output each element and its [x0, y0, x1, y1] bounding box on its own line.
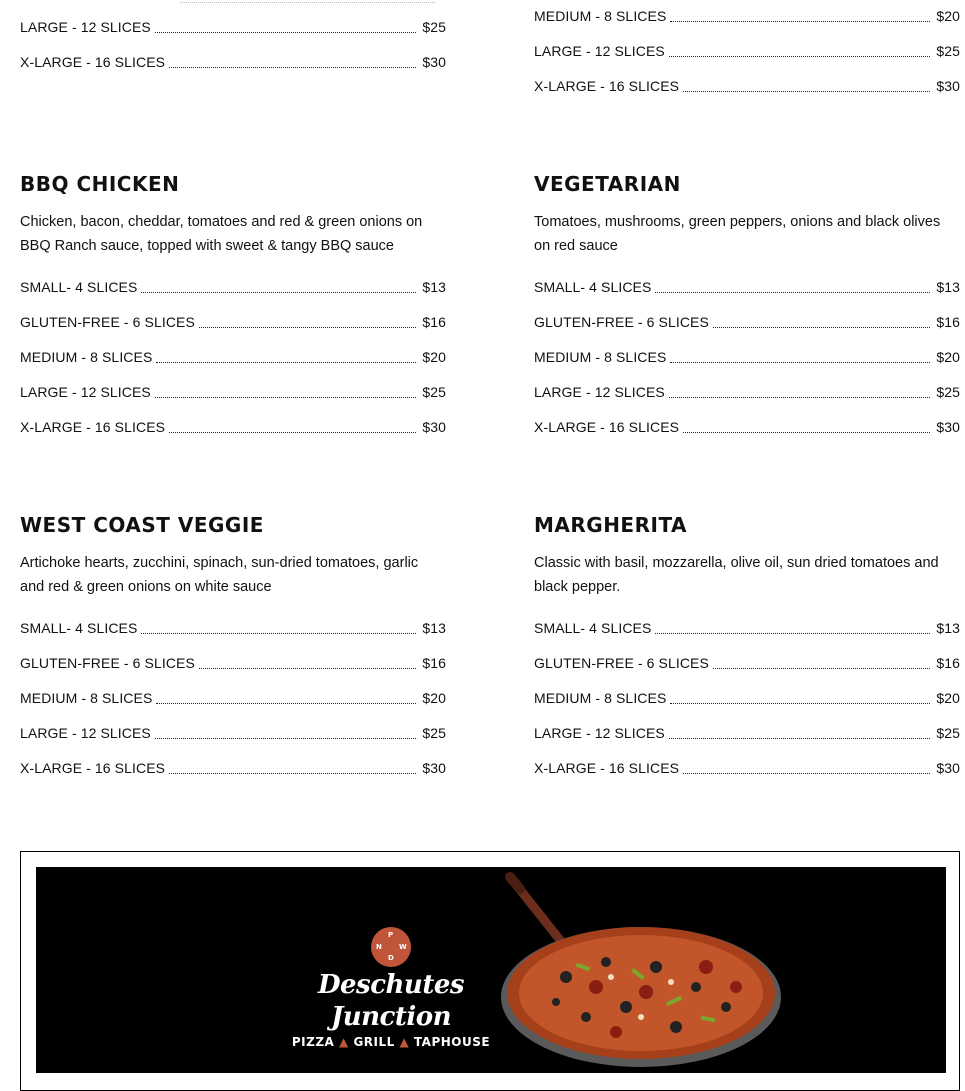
dot-leader: [199, 326, 416, 328]
dot-leader: [169, 772, 416, 774]
menu-row-medium: [20, 347, 446, 367]
size-label: X-LARGE - 16 SLICES: [20, 54, 166, 70]
size-label: X-LARGE - 16 SLICES: [20, 760, 166, 776]
menu-row-xlarge: [20, 417, 446, 437]
pizza-server-handle-end: [510, 877, 520, 889]
dot-leader: [655, 632, 930, 634]
logo-name: Deschutes Junction: [317, 970, 465, 1032]
logo-badge-icon: [371, 927, 411, 967]
badge-letter: N: [376, 943, 382, 951]
size-label: LARGE - 12 SLICES: [534, 725, 665, 741]
menu-row-xlarge: [534, 417, 960, 437]
menu-row-small: [20, 277, 446, 297]
menu-row-xlarge: [534, 76, 960, 96]
restaurant-logo: [286, 927, 496, 1049]
price-label: $30: [422, 54, 446, 70]
section-description: Chicken, bacon, cheddar, tomatoes and red & green onions on BBQ Ranch sauce, topped with sweet & tangy BBQ sauce: [20, 214, 423, 254]
price-label: $13: [422, 279, 446, 295]
size-label: GLUTEN-FREE - 6 SLICES: [20, 314, 195, 330]
size-label: LARGE - 12 SLICES: [20, 19, 151, 35]
price-label: $30: [936, 760, 960, 776]
price-label: $16: [422, 655, 446, 671]
dot-leader: [670, 361, 930, 363]
menu-row-gluten-free: [534, 653, 960, 673]
menu-row-small: [534, 618, 960, 638]
dot-leader: [669, 737, 930, 739]
price-label: $25: [936, 43, 960, 59]
price-label: $20: [936, 690, 960, 706]
section-title: MARGHERITA: [534, 513, 688, 537]
price-label: $30: [936, 78, 960, 94]
dot-leader: [155, 396, 416, 398]
price-label: $25: [422, 725, 446, 741]
cut-off-row: [180, 0, 435, 3]
menu-row-xlarge: [534, 758, 960, 778]
size-label: SMALL- 4 SLICES: [534, 620, 652, 636]
section-title: VEGETARIAN: [534, 172, 681, 196]
menu-row-large: [534, 723, 960, 743]
dot-leader: [155, 737, 416, 739]
size-label: MEDIUM - 8 SLICES: [20, 349, 153, 365]
menu-row-small: [534, 277, 960, 297]
dot-leader: [169, 66, 416, 68]
badge-letter: P: [388, 931, 394, 939]
price-label: $25: [422, 384, 446, 400]
tree-icon: ▲: [339, 1035, 349, 1049]
price-label: $16: [936, 314, 960, 330]
price-label: $20: [422, 690, 446, 706]
price-label: $16: [422, 314, 446, 330]
section-description: Classic with basil, mozzarella, olive oil, sun dried tomatoes and black pepper.: [534, 555, 939, 595]
dot-leader: [669, 396, 930, 398]
price-label: $13: [936, 620, 960, 636]
size-label: GLUTEN-FREE - 6 SLICES: [534, 314, 709, 330]
price-label: $30: [422, 419, 446, 435]
size-label: LARGE - 12 SLICES: [534, 43, 665, 59]
dot-leader: [156, 702, 416, 704]
size-label: X-LARGE - 16 SLICES: [534, 419, 680, 435]
dot-leader: [713, 326, 930, 328]
dot-leader: [669, 55, 930, 57]
section-title: WEST COAST VEGGIE: [20, 513, 264, 537]
size-label: MEDIUM - 8 SLICES: [534, 349, 667, 365]
logo-tagline: [286, 1035, 496, 1049]
size-label: SMALL- 4 SLICES: [534, 279, 652, 295]
menu-row-xlarge: [20, 758, 446, 778]
size-label: GLUTEN-FREE - 6 SLICES: [20, 655, 195, 671]
section-title: BBQ CHICKEN: [20, 172, 180, 196]
price-label: $30: [422, 760, 446, 776]
badge-letter: D: [388, 954, 394, 962]
menu-section-west-coast-veggie: [20, 513, 446, 783]
size-label: MEDIUM - 8 SLICES: [20, 690, 153, 706]
price-label: $25: [936, 725, 960, 741]
pizza-image: [496, 867, 796, 1073]
menu-row-large: [20, 17, 446, 37]
dot-leader: [199, 667, 416, 669]
price-label: $30: [936, 419, 960, 435]
menu-row-medium: [534, 6, 960, 26]
menu-row-medium: [534, 347, 960, 367]
restaurant-banner: [36, 867, 946, 1073]
menu-row-gluten-free: [20, 312, 446, 332]
dot-leader: [683, 772, 930, 774]
dot-leader: [156, 361, 416, 363]
price-label: $25: [936, 384, 960, 400]
price-label: $20: [422, 349, 446, 365]
menu-row-gluten-free: [534, 312, 960, 332]
dot-leader: [141, 291, 416, 293]
size-label: LARGE - 12 SLICES: [20, 384, 151, 400]
size-label: MEDIUM - 8 SLICES: [534, 8, 667, 24]
section-description: Artichoke hearts, zucchini, spinach, sun-dried tomatoes, garlic and red & green onions on white sauce: [20, 555, 419, 595]
dot-leader: [670, 702, 930, 704]
size-label: SMALL- 4 SLICES: [20, 279, 138, 295]
menu-row-large: [534, 41, 960, 61]
size-label: LARGE - 12 SLICES: [534, 384, 665, 400]
size-label: X-LARGE - 16 SLICES: [534, 78, 680, 94]
menu-row-large: [20, 723, 446, 743]
size-label: SMALL- 4 SLICES: [20, 620, 138, 636]
tagline-pizza: PIZZA: [291, 1035, 335, 1049]
badge-letter: W: [399, 943, 407, 951]
top-right-partial-menu: [534, 0, 960, 100]
dot-leader: [683, 90, 930, 92]
menu-row-small: [20, 618, 446, 638]
size-label: GLUTEN-FREE - 6 SLICES: [534, 655, 709, 671]
price-label: $16: [936, 655, 960, 671]
size-label: X-LARGE - 16 SLICES: [20, 419, 166, 435]
menu-row-large: [20, 382, 446, 402]
menu-row-gluten-free: [20, 653, 446, 673]
menu-row-large: [534, 382, 960, 402]
size-label: X-LARGE - 16 SLICES: [534, 760, 680, 776]
dot-leader: [713, 667, 930, 669]
dot-leader: [141, 632, 416, 634]
menu-section-vegetarian: [534, 172, 960, 442]
dot-leader: [670, 20, 930, 22]
dot-leader: [169, 431, 416, 433]
dot-leader: [683, 431, 930, 433]
price-label: $25: [422, 19, 446, 35]
size-label: LARGE - 12 SLICES: [20, 725, 151, 741]
section-description: Tomatoes, mushrooms, green peppers, onions and black olives on red sauce: [534, 214, 941, 254]
dot-leader: [655, 291, 930, 293]
menu-row-xlarge: [20, 52, 446, 72]
menu-row-medium: [20, 688, 446, 708]
menu-section-bbq-chicken: [20, 172, 446, 442]
menu-row-medium: [534, 688, 960, 708]
tree-icon: ▲: [399, 1035, 410, 1049]
price-label: $20: [936, 349, 960, 365]
size-label: MEDIUM - 8 SLICES: [534, 690, 667, 706]
price-label: $13: [422, 620, 446, 636]
menu-section-margherita: [534, 513, 960, 783]
tagline-grill: GRILL: [353, 1035, 395, 1049]
price-label: $20: [936, 8, 960, 24]
tagline-taphouse: TAPHOUSE: [413, 1035, 491, 1049]
dot-leader: [155, 31, 416, 33]
price-label: $13: [936, 279, 960, 295]
top-left-partial-menu: [20, 0, 446, 80]
